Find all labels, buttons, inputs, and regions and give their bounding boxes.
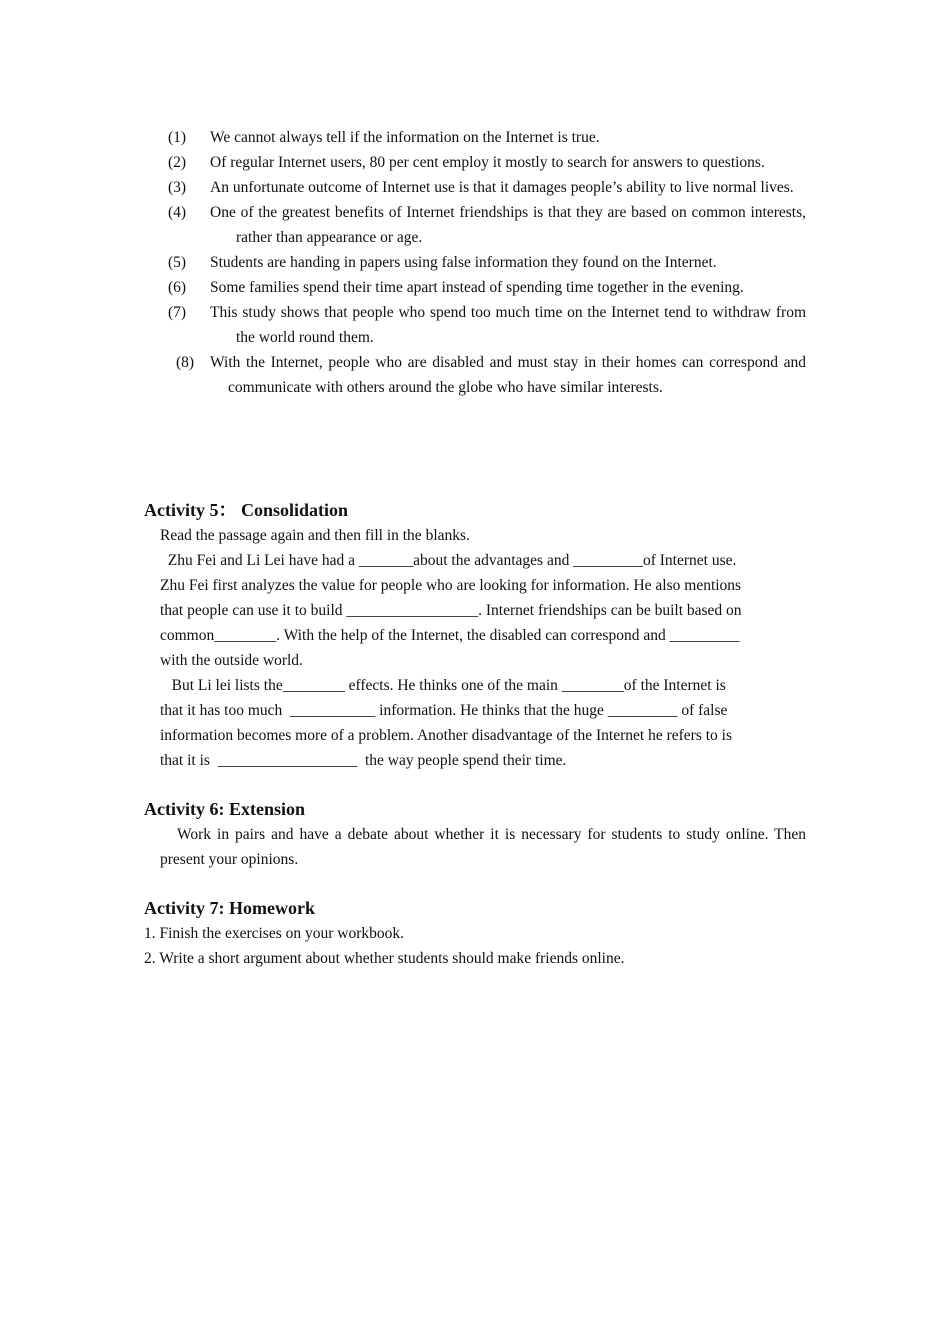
passage-line: that it has too much ___________ information. He thinks that the huge _________ of false: [160, 702, 728, 719]
homework-item: 2. Write a short argument about whether students should make friends online.: [144, 950, 625, 967]
statement-text: We cannot always tell if the information on the Internet is true.: [210, 129, 600, 146]
passage-line: that people can use it to build _________________. Internet friendships can be built based on: [160, 602, 742, 619]
activity6-text: Work in pairs and have a debate about whether it is necessary for students to study online. Then present your opinions.: [160, 826, 806, 868]
statement-item: (2) Of regular Internet users, 80 per cent employ it mostly to search for answers to questions.: [168, 154, 765, 171]
statement-item: (4) One of the greatest benefits of Internet friendships is that they are based on common interests, rather than appearance or age.: [168, 204, 806, 246]
passage-line: Zhu Fei and Li Lei have had a _______about the advantages and _________of Internet use.: [160, 552, 737, 569]
passage-line: information becomes more of a problem. Another disadvantage of the Internet he refers to is: [160, 727, 733, 744]
statement-item: (7) This study shows that people who spend too much time on the Internet tend to withdraw from the world round them.: [168, 304, 806, 346]
statement-text: Of regular Internet users, 80 per cent employ it mostly to search for answers to questions.: [210, 154, 765, 171]
passage-line: with the outside world.: [160, 652, 303, 669]
statement-list: [168, 125, 806, 400]
statement-item: (6) Some families spend their time apart instead of spending time together in the evening.: [168, 279, 744, 296]
statement-item: (5) Students are handing in papers using false information they found on the Internet.: [168, 254, 717, 271]
activity5-instruction: Read the passage again and then fill in the blanks.: [160, 527, 470, 544]
statement-text: One of the greatest benefits of Internet friendships is that they are based on common interests, rather than appearance or age.: [210, 204, 806, 246]
statement-text: This study shows that people who spend too much time on the Internet tend to withdraw from the world round them.: [210, 304, 806, 346]
statement-text: Some families spend their time apart instead of spending time together in the evening.: [210, 279, 744, 296]
passage-line: Zhu Fei first analyzes the value for people who are looking for information. He also mentions: [160, 577, 742, 594]
statement-text: Students are handing in papers using false information they found on the Internet.: [210, 254, 717, 271]
activity5-heading: Activity 5： Consolidation: [144, 500, 349, 520]
passage-line: that it is __________________ the way people spend their time.: [160, 752, 567, 769]
homework-item: 1. Finish the exercises on your workbook.: [144, 925, 405, 942]
activity6-heading: Activity 6: Extension: [144, 799, 305, 819]
statement-text: An unfortunate outcome of Internet use is that it damages people’s ability to live normal lives.: [210, 179, 794, 196]
statement-text: With the Internet, people who are disabled and must stay in their homes can correspond and communicate with others around the globe who have similar interests.: [210, 354, 806, 396]
statement-item: (1) We cannot always tell if the information on the Internet is true.: [168, 129, 600, 146]
statement-item: (8) With the Internet, people who are disabled and must stay in their homes can correspond and communicate with others around the globe who have similar interests.: [176, 354, 806, 396]
passage-line: But Li lei lists the________ effects. He thinks one of the main ________of the Internet is: [160, 677, 726, 694]
activity7-heading: Activity 7: Homework: [144, 898, 315, 918]
statement-item: (3) An unfortunate outcome of Internet use is that it damages people’s ability to live normal lives.: [168, 179, 794, 196]
passage-line: common________. With the help of the Internet, the disabled can correspond and _________: [160, 627, 740, 644]
